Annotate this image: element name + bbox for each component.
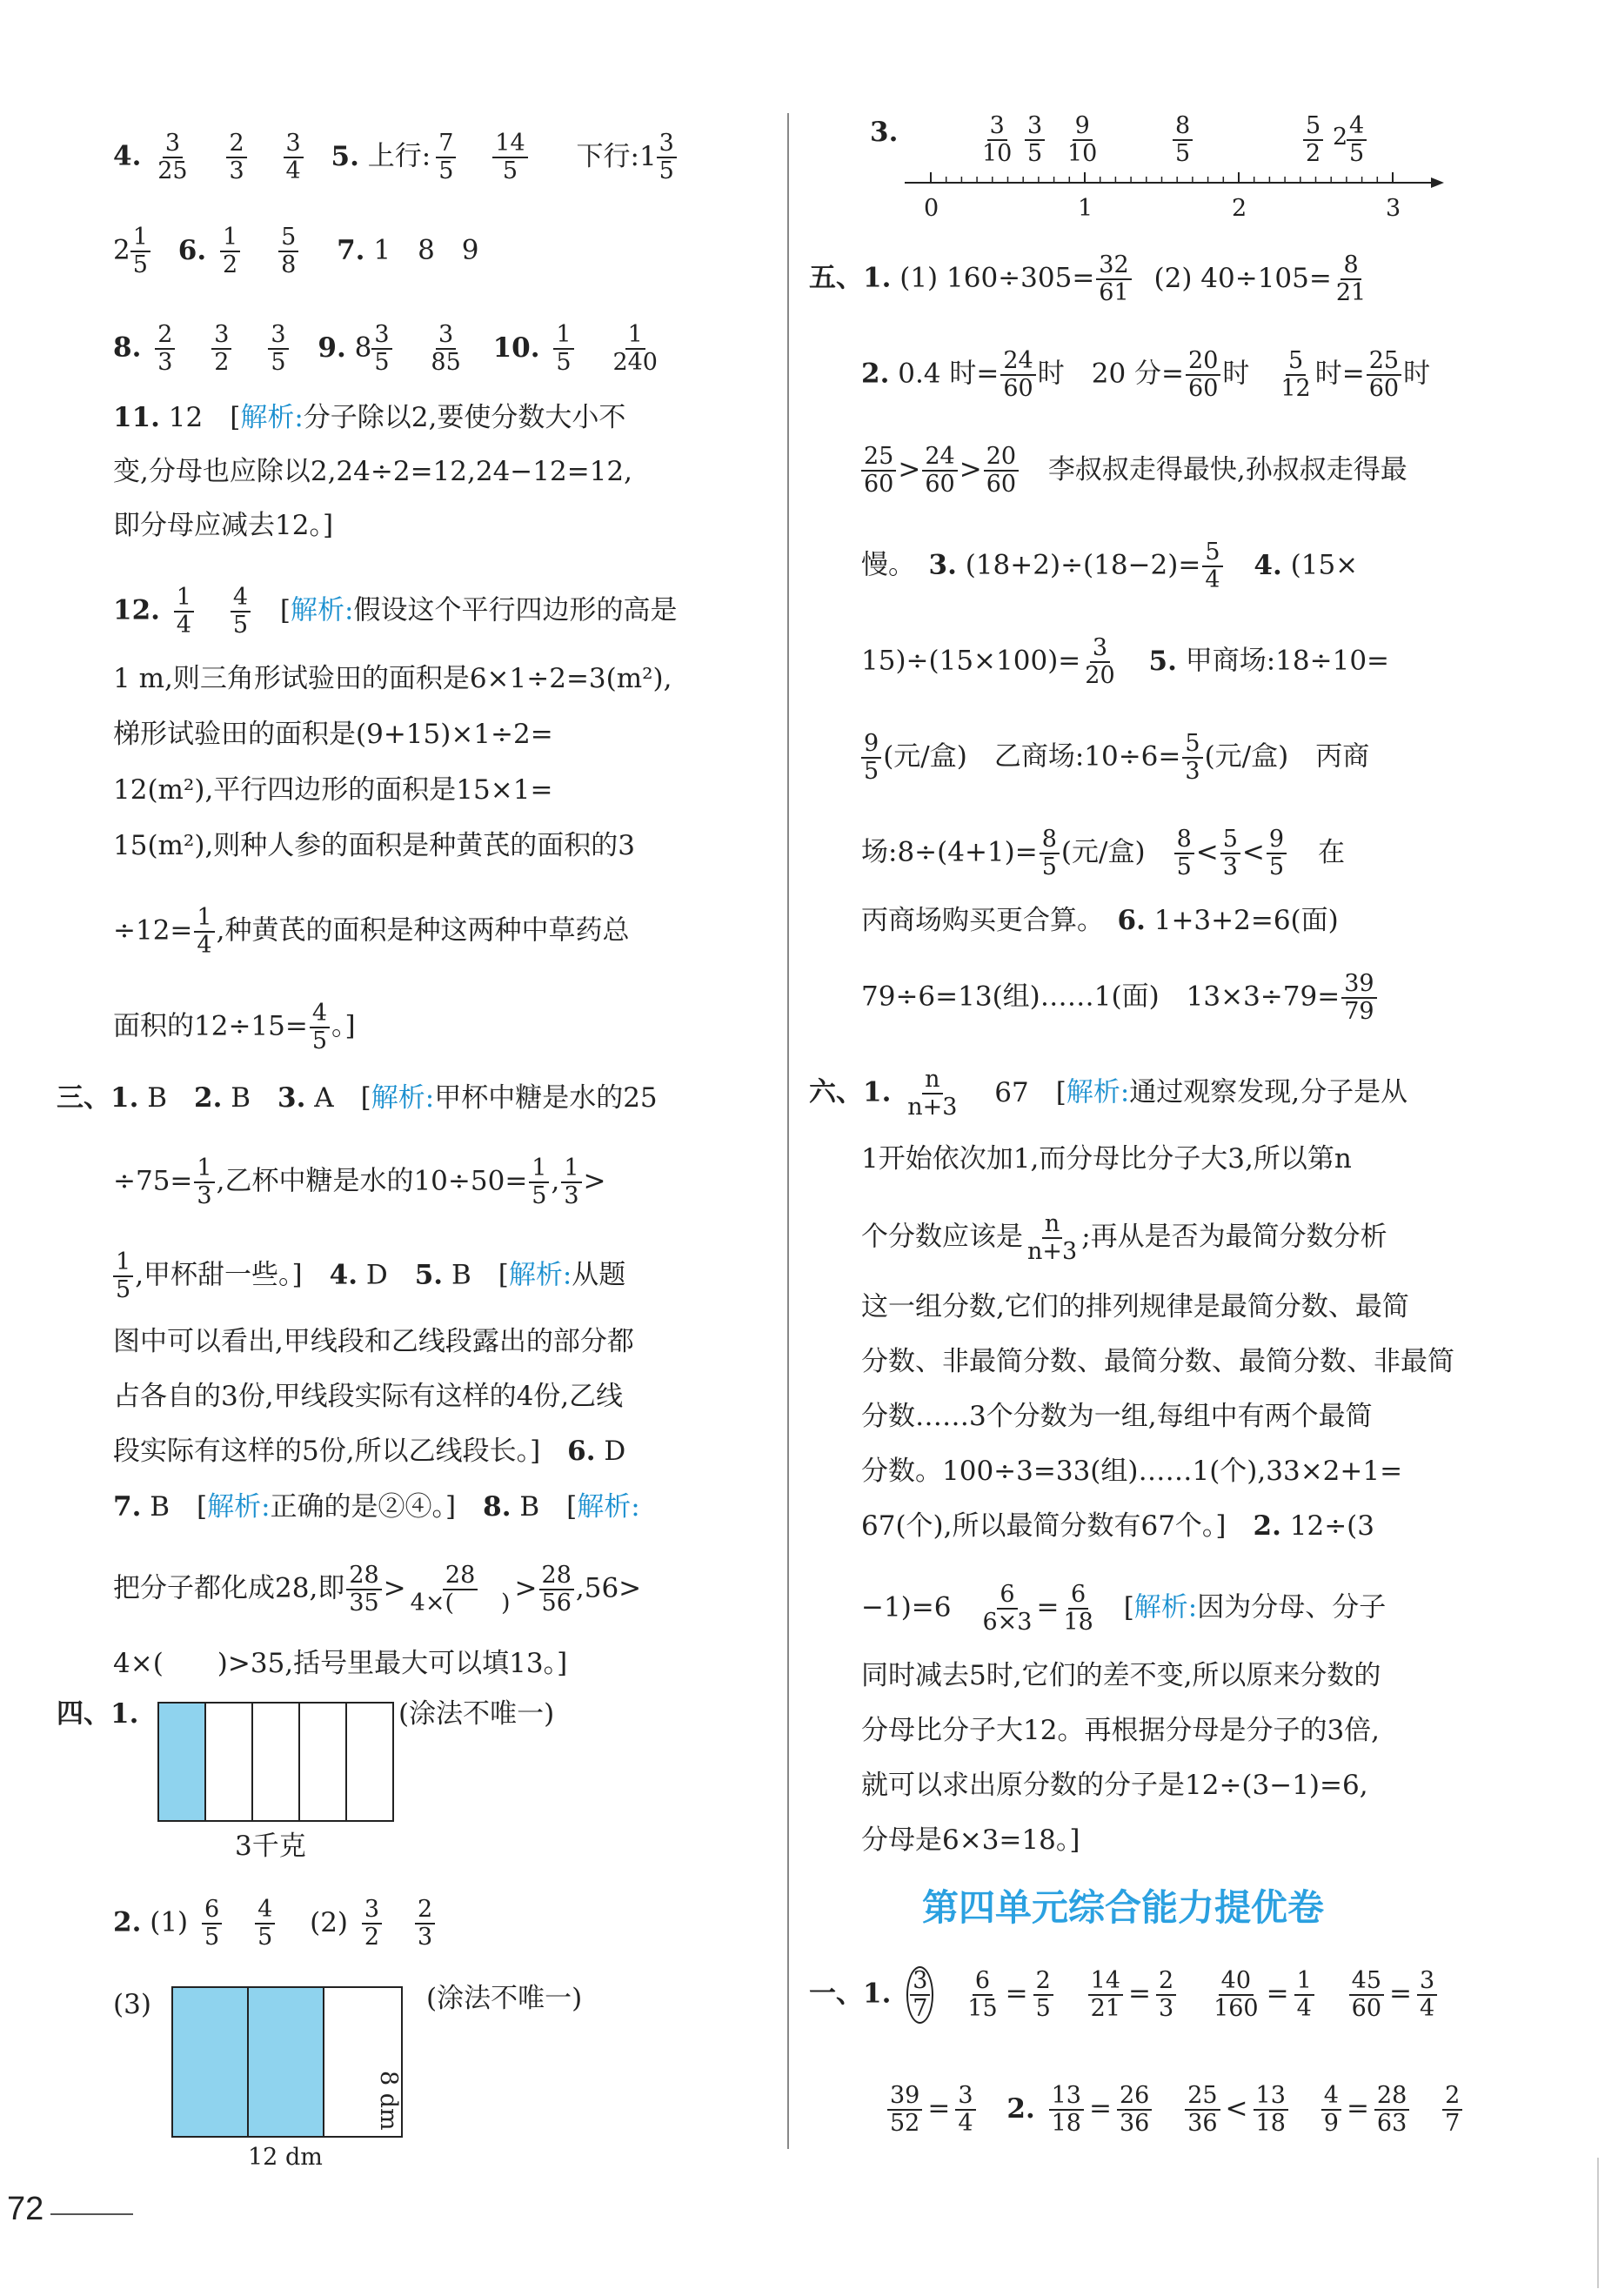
text-line: 分母比分子大12。再根据分母是分子的3倍,: [861, 1715, 1381, 1746]
bar-diagram-1: [157, 1701, 396, 1823]
part-3-label: (3): [113, 1989, 151, 2020]
text-line: $\frac{25}{60}$ > $\frac{24}{60}$ > $\frac{20}{60}$ 李叔叔走得最快,孙叔叔走得最: [861, 444, 1407, 498]
text-line: 同时减去5时,它们的差不变,所以原来分数的: [861, 1660, 1381, 1691]
tick-label: 0: [924, 195, 939, 222]
text-line: 79÷6=13(组)……1(面) 13×3÷79= $\frac{39}{79}$: [861, 971, 1379, 1025]
line-8-10: 8. $\frac{2}{3}$ $\frac{3}{2}$ $\frac{3}{5}$ 9. 8 $\frac{3}{5}$ $\frac{3}{85}$ 10. $\frac{1}{5}$ $\frac{1}{240}$: [113, 321, 658, 376]
section-4-label: 四、1.: [57, 1698, 139, 1730]
text-line: 67(个),所以最简分数有67个。] 2. 12÷(3: [861, 1510, 1375, 1542]
text-line: 即分母应减去12。]: [113, 510, 334, 541]
bar-label: 3千克: [235, 1831, 306, 1862]
line-11: 11. 12 [解析:分子除以2,要使分数大小不: [113, 402, 626, 433]
text-line: 分母是6×3=18。]: [861, 1824, 1080, 1856]
text-line: 占各自的3份,甲线段实际有这样的4份,乙线: [113, 1381, 624, 1412]
text-line: 场:8÷(4+1)= $\frac{8}{5}$ (元/盒) $\frac{8}{5}$ < $\frac{5}{3}$ < $\frac{9}{5}$ 在: [861, 826, 1345, 880]
text-line: $\frac{9}{5}$ (元/盒) 乙商场:10÷6= $\frac{5}{3}$ (元/盒) 丙商: [861, 731, 1369, 785]
section-6-line: 六、1. $\frac{n}{n+3}$ 67 [解析:通过观察发现,分子是从: [809, 1066, 1408, 1121]
text-line: 这一组分数,它们的排列规律是最简分数、最简: [861, 1291, 1409, 1322]
bottom-label: 12 dm: [248, 2144, 323, 2171]
text-line: 分数……3个分数为一组,每组中有两个最简: [861, 1401, 1373, 1432]
text-line: 变,分母也应除以2,24÷2=12,24−12=12,: [113, 456, 632, 487]
text-line: 15(m²),则种人参的面积是种黄芪的面积的3: [113, 830, 636, 861]
text-line: 2. 0.4 时= $\frac{24}{60}$ 时 20 分= $\frac{20}{60}$ 时 $\frac{5}{12}$ 时= $\frac{25}{60}$ 时: [861, 347, 1431, 402]
line-4-5: 4. $\frac{3}{25}$ $\frac{2}{3}$ $\frac{3}{4}$ 5. 上行: $\frac{7}{5}$ $\frac{14}{5}$ 下行:1 $\frac{3}{5}$: [113, 131, 682, 184]
text-line: 1 m,则三角形试验田的面积是6×1÷2=3(m²),: [113, 663, 672, 694]
text-line: 梯形试验田的面积是(9+15)×1÷2=: [113, 719, 553, 750]
line-6-7: 2 $\frac{1}{5}$ 6. $\frac{1}{2}$ $\frac{5}{8}$ 7. 1 8 9: [113, 224, 479, 278]
note-text: (涂法不唯一): [398, 1698, 555, 1730]
text-line: 15)÷(15×100)= $\frac{3}{20}$ 5. 甲商场:18÷10=: [861, 634, 1390, 689]
section-5-line: 五、1. (1) 160÷305= $\frac{32}{61}$ (2) 40÷105= $\frac{8}{21}$: [809, 251, 1367, 306]
circled-fraction: $\frac{3}{7}$: [906, 1966, 933, 2024]
text-line: 7. B [解析:正确的是②④。] 8. B [解析:: [113, 1491, 640, 1523]
column-divider: [787, 113, 789, 2149]
section-title: 第四单元综合能力提优卷: [922, 1886, 1325, 1929]
text-line: −1)=6 $\frac{6}{6\times 3}$ = $\frac{6}{18}$ [解析:因为分母、分子: [861, 1581, 1387, 1636]
text-line: 慢。 3. (18+2)÷(18−2)= $\frac{5}{4}$ 4. (15×: [861, 539, 1359, 593]
text-line: 面积的12÷15= $\frac{4}{5}$ 。]: [113, 1000, 356, 1054]
text-line: $\frac{39}{52}$ = $\frac{3}{4}$ 2. $\frac{13}{18}$ = $\frac{26}{36}$ $\frac{25}{36}$ < $\frac{13}{18}$ $\frac{4}{9}$ = $\frac{28}{63}$ $\frac{2}{7}$: [887, 2083, 1468, 2137]
shaded-part: [158, 1703, 205, 1821]
q3-label: 3.: [870, 117, 899, 148]
section-1-line: 一、1. $\frac{3}{7}$ $\frac{6}{15}$ = $\frac{2}{5}$ $\frac{14}{21}$ = $\frac{2}{3}$ $\frac{40}{160}$ = $\frac{1}{4}$ $\frac{45}{60}$ = $\frac{3}{4}$: [809, 1966, 1442, 2024]
side-label: 8 dm: [375, 2071, 402, 2131]
text-line: 把分子都化成28,即 $\frac{28}{35}$ > $\frac{28}{4\times( )}$ > $\frac{28}{56}$ ,56>: [113, 1562, 642, 1617]
note-text: (涂法不唯一): [426, 1983, 583, 2014]
text-line: ÷75= $\frac{1}{3}$ ,乙杯中糖是水的10÷50= $\frac{1}{5}$ , $\frac{1}{3}$ >: [113, 1155, 606, 1209]
text-line: 1开始依次加1,而分母比分子大3,所以第n: [861, 1143, 1352, 1175]
text-line: 12(m²),平行四边形的面积是15×1=: [113, 774, 553, 806]
page-number-rule: [50, 2213, 133, 2215]
tick-label: 3: [1386, 195, 1401, 222]
text-line: $\frac{1}{5}$ ,甲杯甜一些。] 4. D 5. B [解析:从题: [113, 1249, 625, 1303]
page-edge: [1597, 2158, 1599, 2288]
text-line: 丙商场购买更合算。 6. 1+3+2=6(面): [861, 905, 1339, 936]
number-line: [905, 170, 1444, 213]
page-number: 72: [7, 2191, 44, 2227]
text-line: 4×( )>35,括号里最大可以填13。]: [113, 1648, 568, 1679]
text-line: 段实际有这样的5份,所以乙线段长。] 6. D: [113, 1436, 626, 1467]
text-line: 分数。100÷3=33(组)……1(个),33×2+1=: [861, 1456, 1403, 1487]
text-line: 分数、非最简分数、最简分数、最简分数、非最简: [861, 1346, 1454, 1377]
tick-label: 1: [1078, 195, 1093, 222]
text-line: 图中可以看出,甲线段和乙线段露出的部分都: [113, 1326, 634, 1357]
text-line: 个分数应该是 $\frac{n}{n+3}$ ;再从是否为最简分数分析: [861, 1210, 1387, 1265]
line-12: 12. $\frac{1}{4}$ $\frac{4}{5}$ [解析:假设这个平行四边形的高是: [113, 584, 678, 639]
tick-label: 2: [1232, 195, 1247, 222]
line-4-2: 2. (1) $\frac{6}{5}$ $\frac{4}{5}$ (2) $\frac{3}{2}$ $\frac{2}{3}$: [113, 1897, 440, 1951]
text-line: ÷12= $\frac{1}{4}$ ,种黄芪的面积是种这两种中草药总: [113, 904, 630, 959]
text-line: 就可以求出原分数的分子是12÷(3−1)=6,: [861, 1770, 1368, 1801]
section-3-line: 三、1. B 2. B 3. A [解析:甲杯中糖是水的25: [57, 1082, 658, 1114]
